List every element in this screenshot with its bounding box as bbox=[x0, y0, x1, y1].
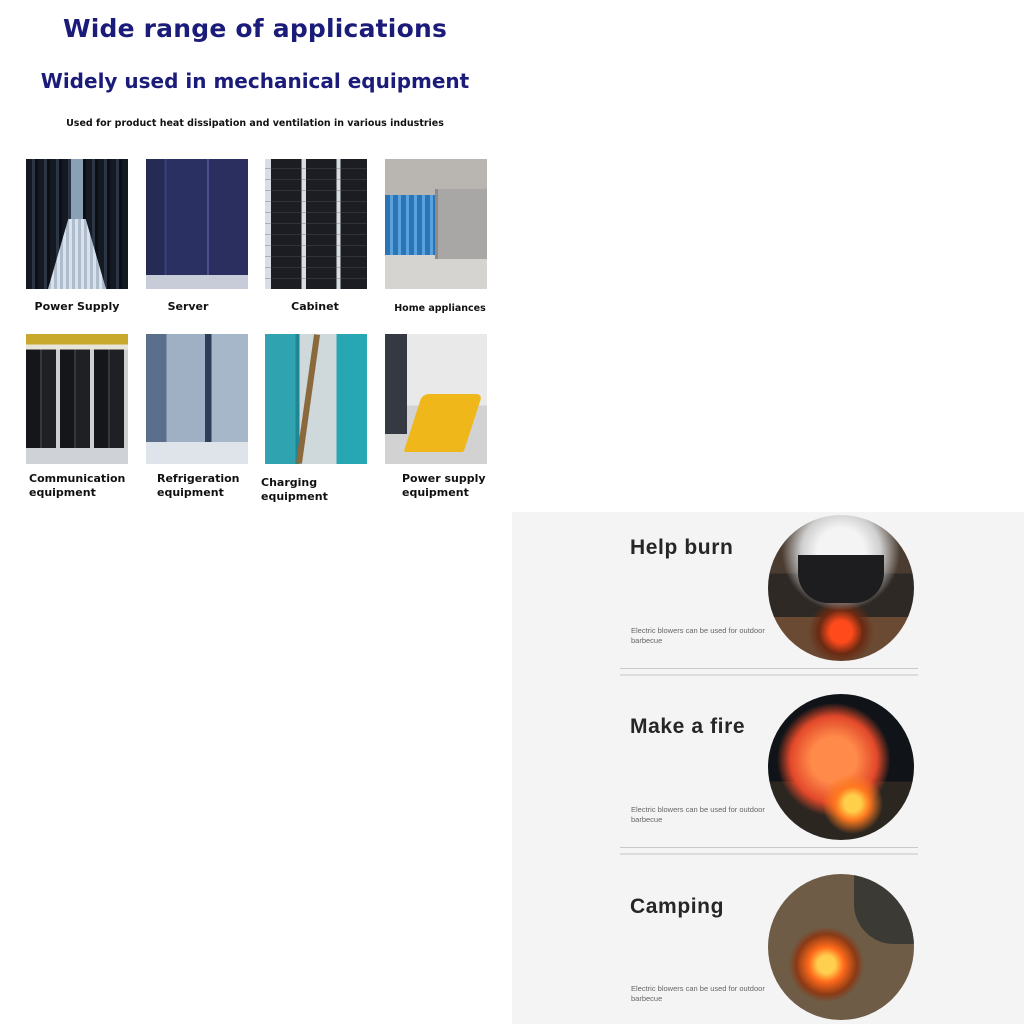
help-burn-title: Help burn bbox=[630, 536, 734, 559]
cabinet-image bbox=[265, 159, 367, 289]
charging-equipment-caption: Charging equipment bbox=[261, 476, 328, 503]
power-supply-equipment-caption: Power supply equipment bbox=[402, 472, 486, 499]
camping-description: Electric blowers can be used for outdoor barbecue bbox=[631, 984, 765, 1003]
camping-title: Camping bbox=[630, 895, 725, 918]
divider bbox=[620, 847, 918, 855]
refrigeration-equipment-caption: Refrigeration equipment bbox=[157, 472, 240, 499]
power-supply-equipment-image bbox=[385, 334, 487, 464]
applications-title: Wide range of applications bbox=[62, 14, 448, 43]
home-appliances-caption: Home appliances bbox=[394, 303, 486, 314]
cabinet-caption: Cabinet bbox=[291, 300, 339, 313]
outdoor-uses-panel bbox=[512, 512, 1024, 1024]
server-image bbox=[146, 159, 248, 289]
camping-image bbox=[768, 874, 914, 1020]
charging-equipment-image bbox=[265, 334, 367, 464]
make-fire-image bbox=[768, 694, 914, 840]
home-appliances-image bbox=[385, 159, 487, 289]
help-burn-description: Electric blowers can be used for outdoor barbecue bbox=[631, 626, 765, 645]
make-fire-description: Electric blowers can be used for outdoor barbecue bbox=[631, 805, 765, 824]
divider bbox=[620, 668, 918, 676]
server-caption: Server bbox=[167, 300, 209, 313]
applications-subtitle: Widely used in mechanical equipment bbox=[40, 69, 470, 93]
power-supply-image bbox=[26, 159, 128, 289]
refrigeration-equipment-image bbox=[146, 334, 248, 464]
communication-equipment-caption: Communication equipment bbox=[29, 472, 126, 499]
applications-description: Used for product heat dissipation and ventilation in various industries bbox=[66, 118, 444, 129]
communication-equipment-image bbox=[26, 334, 128, 464]
make-fire-title: Make a fire bbox=[630, 715, 746, 738]
help-burn-image bbox=[768, 515, 914, 661]
power-supply-caption: Power Supply bbox=[34, 300, 120, 313]
